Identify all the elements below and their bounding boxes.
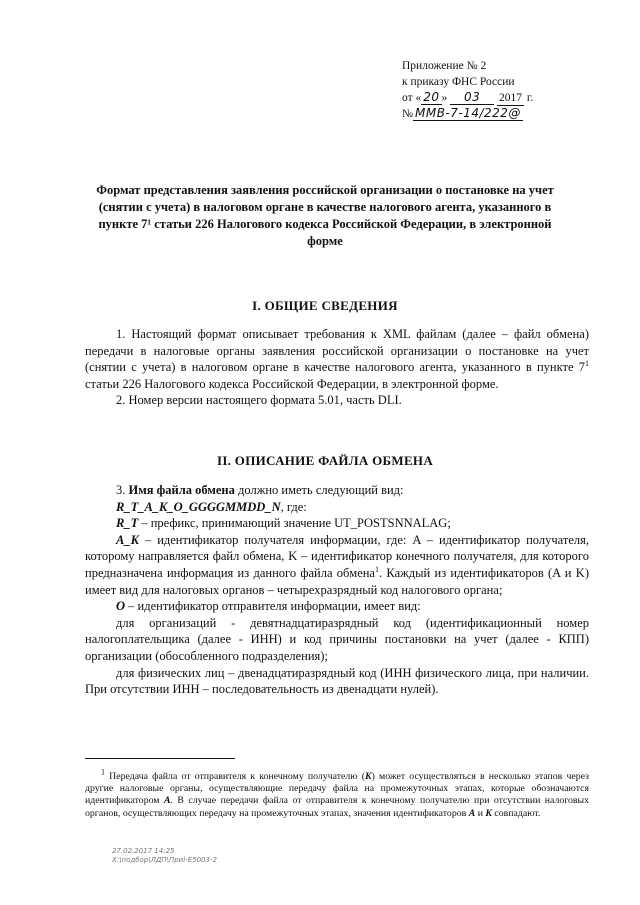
- footnote-marker: 1: [101, 767, 105, 777]
- section-1-heading: I. ОБЩИЕ СВЕДЕНИЯ: [252, 298, 398, 313]
- filename-pattern: R_T_A_K_O_GGGGMMDD_N: [116, 499, 281, 514]
- section-2-body: [85, 482, 589, 698]
- appendix-line-2: к приказу ФНС России: [402, 76, 515, 88]
- footnote-part-c: . В случае передачи файла от отправителя к конечному получателю при отсутствии налоговых органов, осуществляющих передачу на промежуточных этапах, значения идентификаторов: [85, 795, 590, 819]
- appendix-line-1: Приложение № 2: [402, 60, 487, 72]
- person-definition: для физических лиц – двенадцатиразрядный код (ИНН физического лица, при наличии. При отсутствии ИНН – последовательность из двенадцати нулей).: [85, 665, 589, 697]
- o-term: O: [116, 599, 126, 614]
- date-suffix: г.: [526, 92, 534, 104]
- footnote-part-d: совпадают.: [491, 807, 541, 819]
- rt-term: R_T: [116, 516, 139, 531]
- footnote-a1: A: [163, 795, 171, 807]
- rt-definition: [85, 515, 589, 532]
- appendix-date-line: [402, 90, 533, 106]
- footnote-part-a: Передача файла от отправителя к конечному получателю (: [105, 771, 366, 782]
- footnote-k1: K: [365, 771, 372, 782]
- section-1-body: [85, 326, 589, 409]
- footnote-k2: K: [485, 807, 492, 819]
- date-day: 20: [423, 90, 440, 104]
- date-sep: »: [441, 92, 448, 104]
- stamp-path: Х:\подбор\ЛДП\Приl-E5003-2: [112, 856, 217, 864]
- paragraph-2: 2. Номер версии настоящего формата 5.01, часть DLI.: [116, 393, 402, 408]
- appendix-number-line: [402, 106, 533, 122]
- filename-pattern-suffix: , где:: [280, 499, 307, 514]
- footnote-and: и: [475, 807, 486, 819]
- ak-definition: [85, 532, 589, 598]
- paragraph-1-text: 1. Настоящий формат описывает требования к XML файлам (далее – файл обмена) передачи в налоговые органы заявления российской организации о постановке на учет (снятии с учета) в налоговом органе в качестве налогового агента, указанного в пункте 7: [85, 327, 589, 375]
- footnote: [85, 767, 590, 820]
- number-prefix: №: [402, 108, 413, 120]
- org-definition: для организаций - девятнадцатиразрядный код (идентификационный номер налогоплательщика (далее - ИНН) и код причины постановки на учет (далее - КПП) организации (обособленного подразделения);: [85, 615, 589, 663]
- date-month: 03: [450, 91, 494, 105]
- paragraph-1-sup: 1: [585, 359, 589, 369]
- section-2-heading: II. ОПИСАНИЕ ФАЙЛА ОБМЕНА: [216, 453, 434, 468]
- footnote-a2: A: [468, 807, 476, 819]
- o-definition: [85, 598, 589, 615]
- paragraph-3-text: должно иметь следующий вид:: [234, 483, 404, 497]
- footnote-text: [85, 767, 590, 820]
- footnote-part-b: ) может осуществляться в несколько этапов через другие налоговые органы, осуществляющие передачу файла на промежуточных этапах, которые обозначаются идентификатором: [85, 771, 589, 807]
- paragraph-3: [85, 482, 589, 499]
- filename-pattern-line: [85, 499, 589, 516]
- footnote-separator: [85, 758, 235, 759]
- appendix-block: [402, 58, 533, 122]
- paragraph-1-text-end: статьи 226 Налогового кодекса Российской Федерации, в электронной форме.: [85, 376, 499, 391]
- ak-text-end: . Каждый из идентификаторов (A и K) имеет вид для налоговых органов – четырехразрядный код налогового органа;: [85, 565, 589, 597]
- paragraph-3-num: 3.: [116, 483, 129, 497]
- file-stamp: [112, 847, 217, 865]
- paragraph-1: [85, 326, 589, 392]
- rt-text: – префикс, принимающий значение UT_POSTSNNALAG;: [138, 516, 451, 531]
- ak-footnote-ref: 1: [374, 564, 379, 574]
- document-title: Формат представления заявления российской организации о постановке на учет (снятии с учета) в налоговом органе в качестве налогового агента, указанного в пункте 7¹ статьи 226 Налогового кодекса Российской Федерации, в электронной форме: [96, 183, 554, 248]
- paragraph-3-bold: Имя файла обмена: [128, 483, 235, 497]
- date-prefix: от «: [402, 92, 422, 104]
- order-number: ММВ-7-14/222@: [414, 106, 521, 120]
- ak-text: – идентификатор получателя информации, где: A – идентификатор получателя, которому направляется файл обмена, K – идентификатор конечного получателя, для которого предназначена информация из данного файла обмена: [85, 532, 589, 580]
- ak-term: A_K: [116, 532, 139, 547]
- date-year: 2017: [499, 92, 523, 104]
- stamp-timestamp: 27.02.2017 14:25: [112, 847, 175, 855]
- o-text: – идентификатор отправителя информации, имеет вид:: [125, 599, 421, 614]
